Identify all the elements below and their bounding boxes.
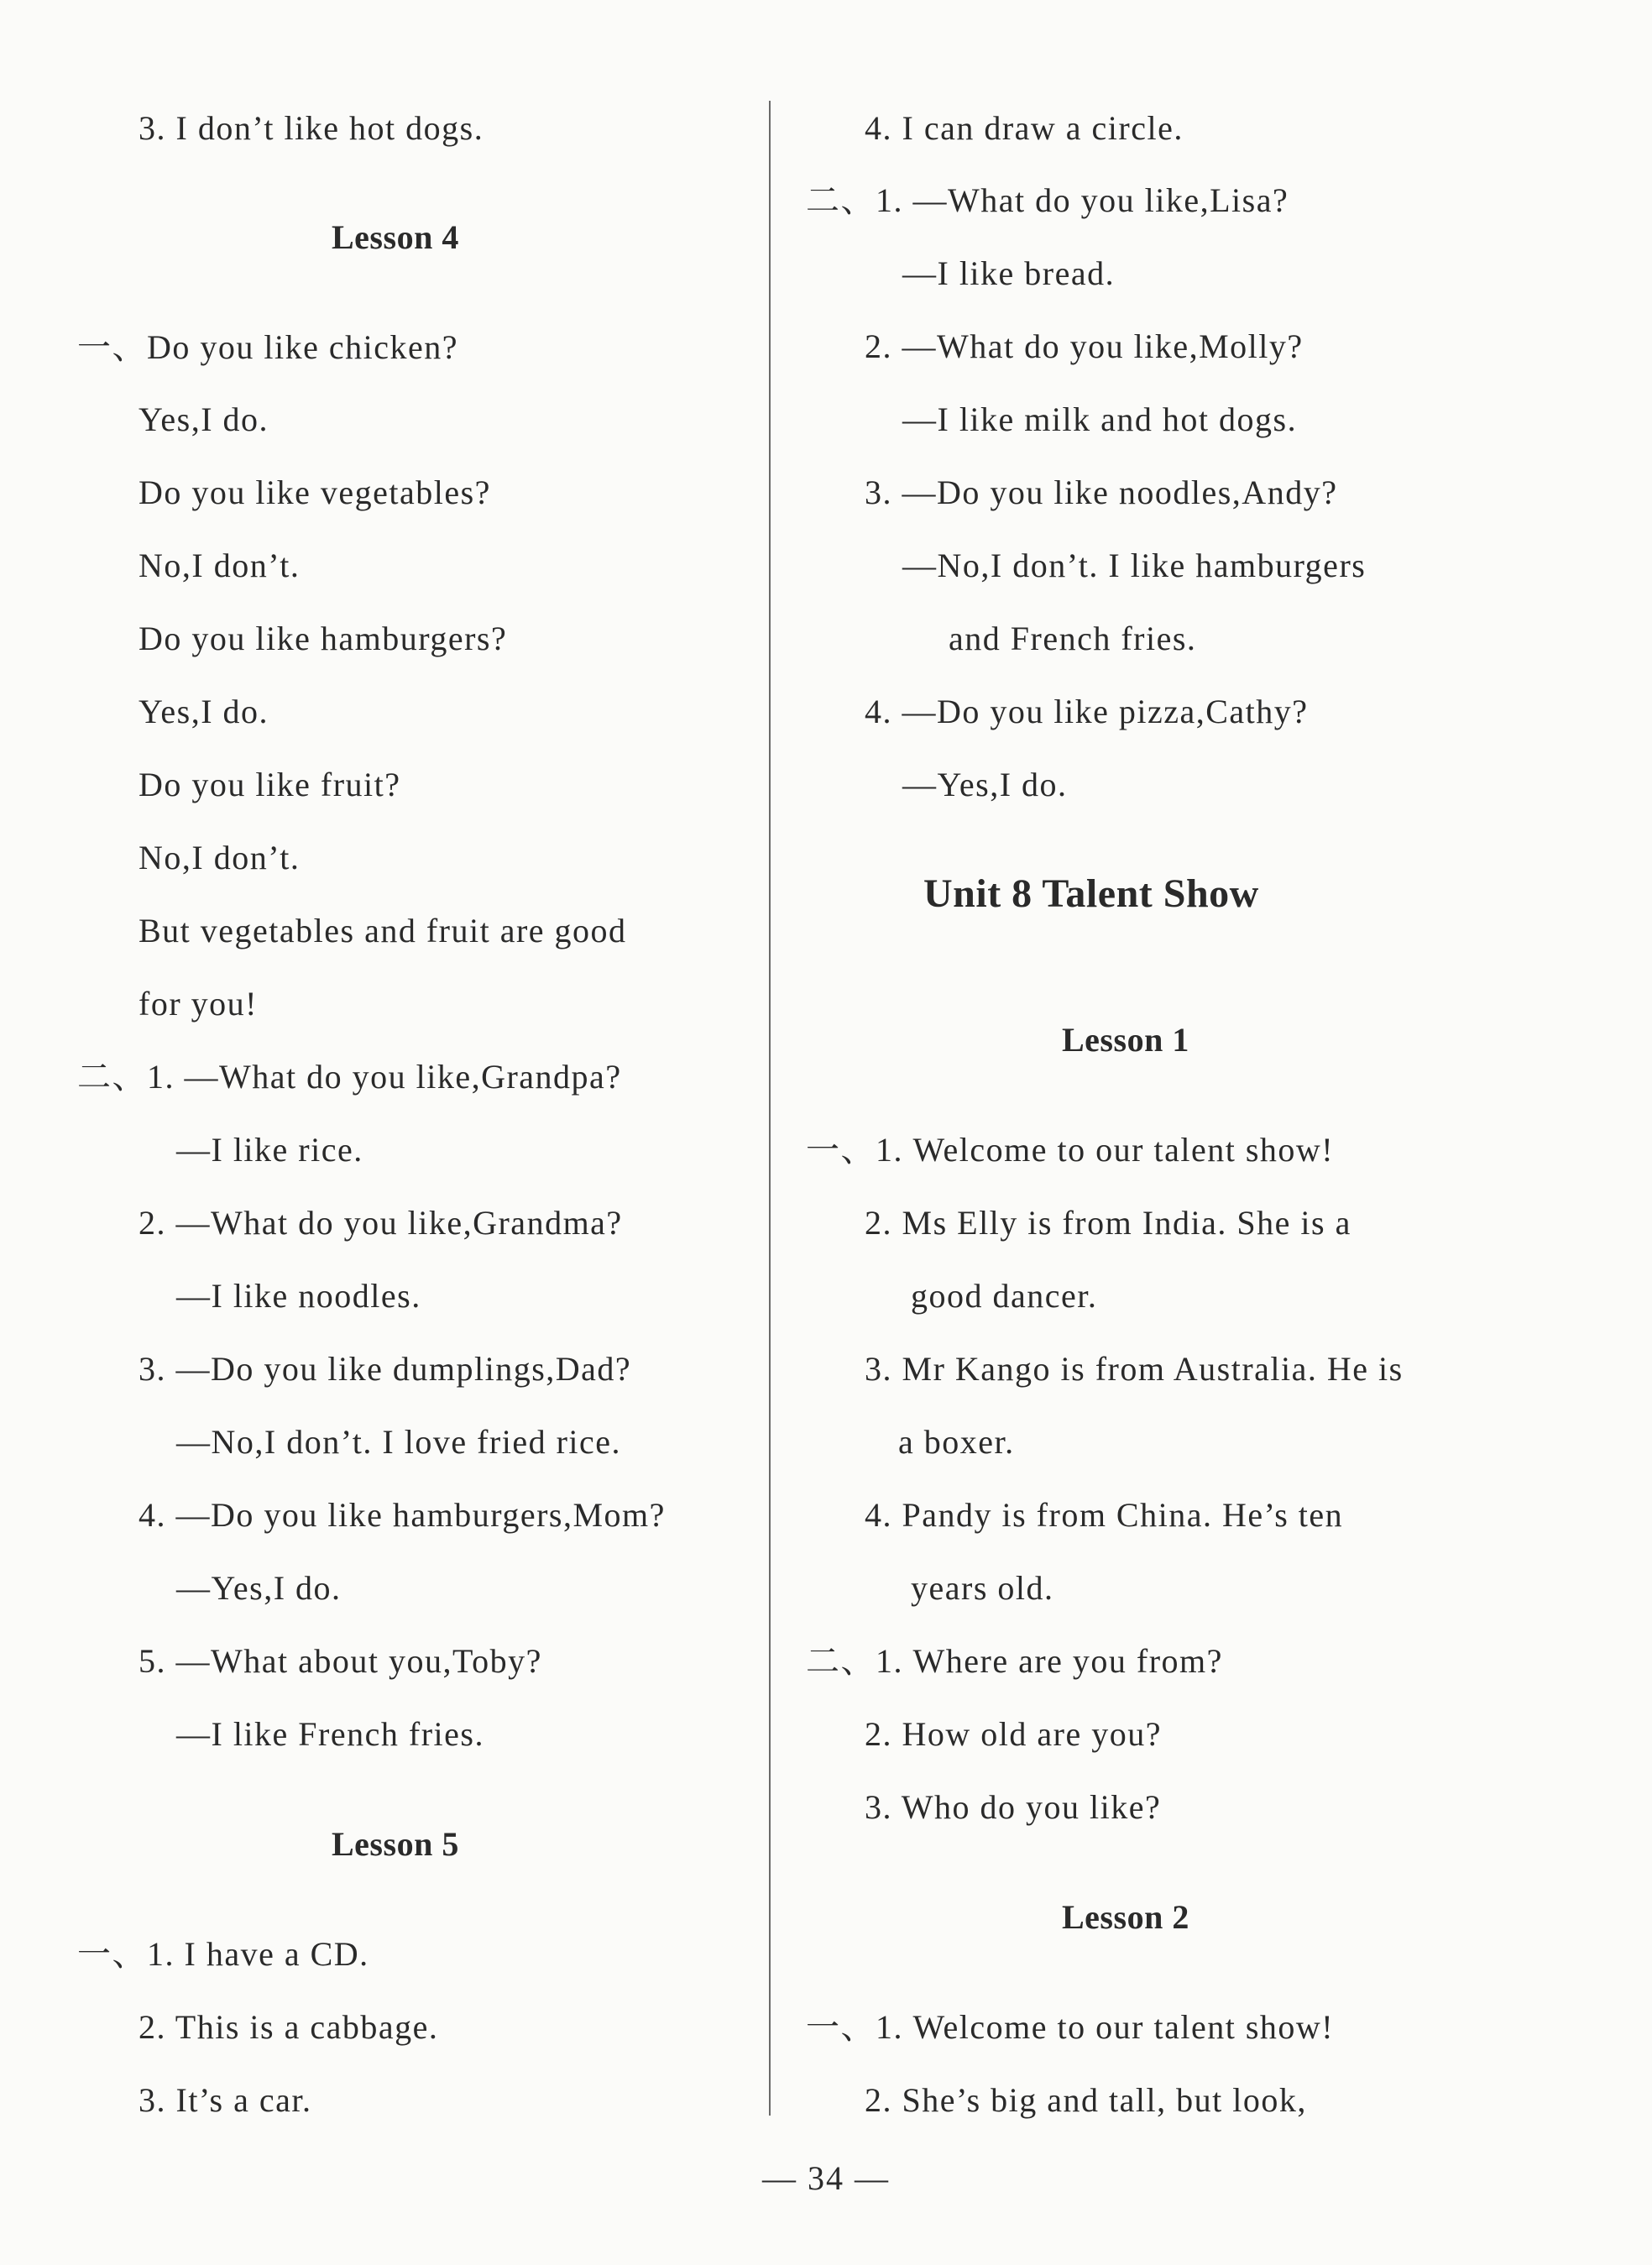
answer-line: 一、Do you like chicken? — [77, 328, 458, 366]
answer-line: and French fries. — [949, 620, 1197, 657]
answer-line: for you! — [139, 985, 258, 1023]
lesson-heading: Lesson 5 — [332, 1825, 459, 1863]
answer-line: 3. Mr Kango is from Australia. He is — [865, 1350, 1404, 1388]
column-divider — [769, 101, 771, 2116]
answer-line: But vegetables and fruit are good — [139, 912, 627, 949]
answer-line: 二、1. Where are you from? — [806, 1642, 1223, 1680]
answer-line: a boxer. — [898, 1423, 1015, 1461]
answer-line: 2. She’s big and tall, but look, — [865, 2081, 1307, 2119]
answer-line: 3. Who do you like? — [865, 1788, 1162, 1826]
answer-line: 一、1. I have a CD. — [77, 1935, 369, 1973]
answer-line: 5. —What about you,Toby? — [139, 1642, 542, 1680]
answer-line: Yes,I do. — [139, 400, 269, 438]
answer-line: —No,I don’t. I like hamburgers — [902, 547, 1367, 584]
answer-line: years old. — [911, 1569, 1054, 1607]
answer-line: No,I don’t. — [139, 839, 301, 876]
answer-line: —I like milk and hot dogs. — [902, 400, 1298, 438]
answer-line: 一、1. Welcome to our talent show! — [806, 1131, 1335, 1169]
answer-line: Do you like vegetables? — [139, 473, 491, 511]
answer-line: 3. I don’t like hot dogs. — [139, 109, 484, 147]
lesson-heading: Lesson 4 — [332, 218, 459, 256]
answer-line: Yes,I do. — [139, 693, 269, 730]
answer-line: 3. It’s a car. — [139, 2081, 312, 2119]
answer-line: 3. —Do you like noodles,Andy? — [865, 473, 1338, 511]
answer-line: —Yes,I do. — [902, 766, 1068, 803]
lesson-heading: Lesson 2 — [1062, 1898, 1189, 1936]
answer-line: 一、1. Welcome to our talent show! — [806, 2008, 1335, 2046]
right-column — [772, 0, 1652, 2265]
page-number: — 34 — — [762, 2159, 890, 2197]
answer-line: 4. I can draw a circle. — [865, 109, 1184, 147]
answer-line: No,I don’t. — [139, 547, 301, 584]
answer-line: Do you like hamburgers? — [139, 620, 508, 657]
answer-line: 二、1. —What do you like,Lisa? — [806, 181, 1289, 219]
answer-line: 3. —Do you like dumplings,Dad? — [139, 1350, 632, 1388]
answer-line: 4. Pandy is from China. He’s ten — [865, 1496, 1344, 1534]
answer-line: 4. —Do you like hamburgers,Mom? — [139, 1496, 666, 1534]
answer-line: 2. Ms Elly is from India. She is a — [865, 1204, 1351, 1242]
unit-title: Unit 8 Talent Show — [923, 871, 1259, 916]
answer-line: 2. How old are you? — [865, 1715, 1162, 1753]
answer-line: —I like noodles. — [176, 1277, 421, 1315]
answer-line: 2. This is a cabbage. — [139, 2008, 439, 2046]
answer-line: —I like rice. — [176, 1131, 363, 1169]
answer-line: 二、1. —What do you like,Grandpa? — [77, 1058, 622, 1096]
answer-line: 2. —What do you like,Grandma? — [139, 1204, 623, 1242]
answer-line: —I like bread. — [902, 254, 1116, 292]
answer-line: Do you like fruit? — [139, 766, 401, 803]
answer-line: —I like French fries. — [176, 1715, 484, 1753]
answer-line: —Yes,I do. — [176, 1569, 342, 1607]
answer-line: 4. —Do you like pizza,Cathy? — [865, 693, 1309, 730]
answer-line: 2. —What do you like,Molly? — [865, 327, 1304, 365]
answer-line: good dancer. — [911, 1277, 1098, 1315]
left-column — [0, 0, 772, 2265]
lesson-heading: Lesson 1 — [1062, 1021, 1189, 1059]
answer-line: —No,I don’t. I love fried rice. — [176, 1423, 622, 1461]
